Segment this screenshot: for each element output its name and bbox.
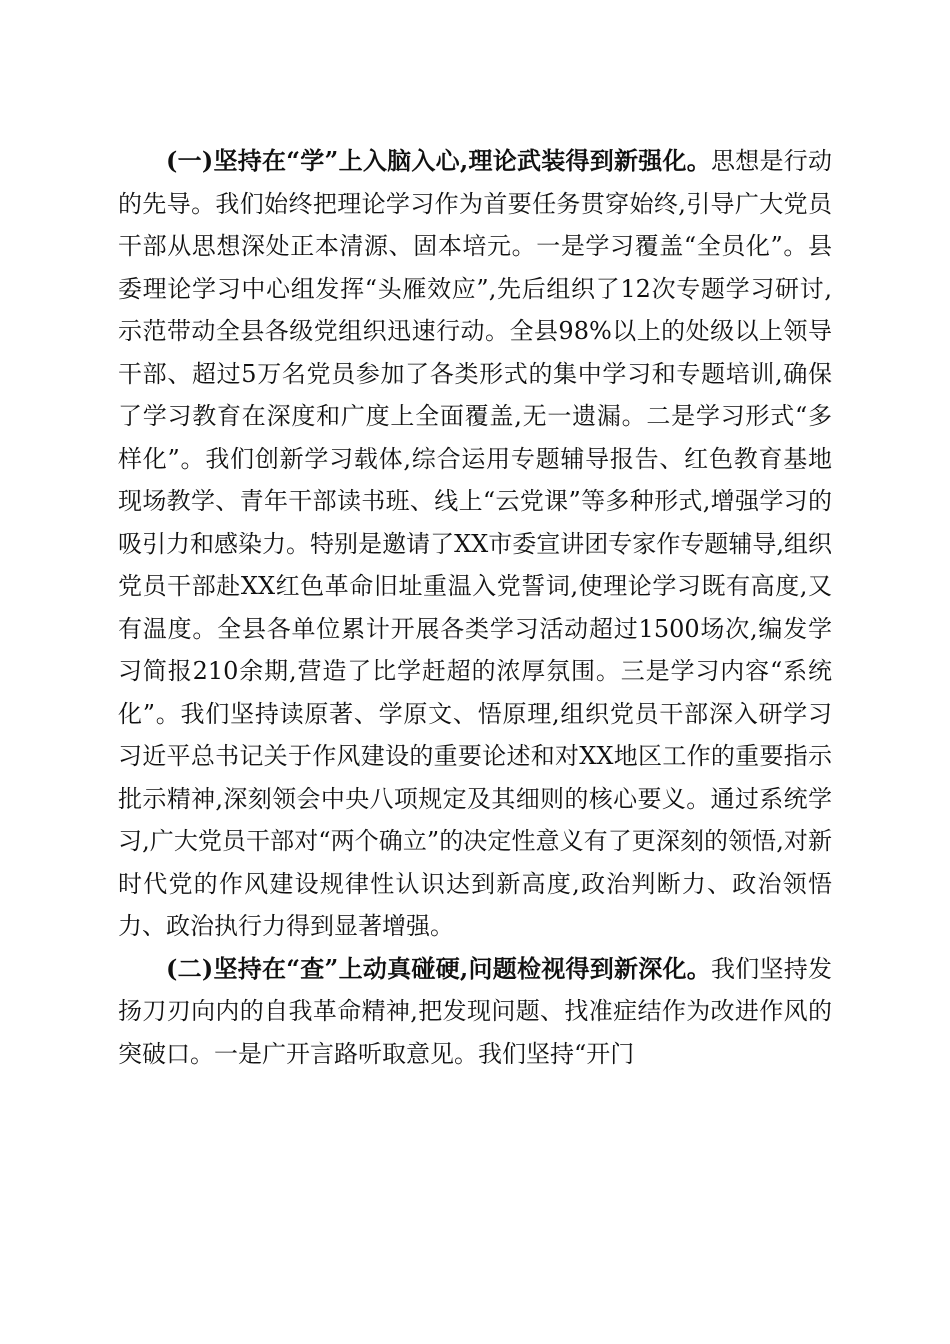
- paragraph-1-body: 思想是行动的先导。我们始终把理论学习作为首要任务贯穿始终,引导广大党员干部从思想深处正本清源、固本培元。一是学习覆盖“全员化”。县委理论学习中心组发挥“头雁效应”,先后组织了12次专题学习研讨,示范带动全县各级党组织迅速行动。全县98%以上的处级以上领导干部、超过5万名党员参加了各类形式的集中学习和专题培训,确保了学习教育在深度和广度上全面覆盖,无一遗漏。二是学习形式“多样化”。我们创新学习载体,综合运用专题辅导报告、红色教育基地现场教学、青年干部读书班、线上“云党课”等多种形式,增强学习的吸引力和感染力。特别是邀请了XX市委宣讲团专家作专题辅导,组织党员干部赴XX红色革命旧址重温入党誓词,使理论学习既有高度,又有温度。全县各单位累计开展各类学习活动超过1500场次,编发学习简报210余期,营造了比学赶超的浓厚氛围。三是学习内容“系统化”。我们坚持读原著、学原文、悟原理,组织党员干部深入研学习习近平总书记关于作风建设的重要论述和对XX地区工作的重要指示批示精神,深刻领会中央八项规定及其细则的核心要义。通过系统学习,广大党员干部对“两个确立”的决定性意义有了更深刻的领悟,对新时代党的作风建设规律性认识达到新高度,政治判断力、政治领悟力、政治执行力得到显著增强。: [118, 147, 832, 940]
- paragraph-2-body: 我们坚持发扬刀刃向内的自我革命精神,把发现问题、找准症结作为改进作风的突破口。一是广开言路听取意见。我们坚持“开门: [118, 954, 832, 1068]
- paragraph-1: [118, 140, 832, 948]
- paragraph-2: [118, 948, 832, 1076]
- paragraph-2-heading: (二)坚持在“查”上动真碰硬,问题检视得到新深化。: [166, 953, 711, 983]
- document-body: [118, 140, 832, 1075]
- paragraph-1-heading: (一)坚持在“学”上入脑入心,理论武装得到新强化。: [166, 146, 711, 175]
